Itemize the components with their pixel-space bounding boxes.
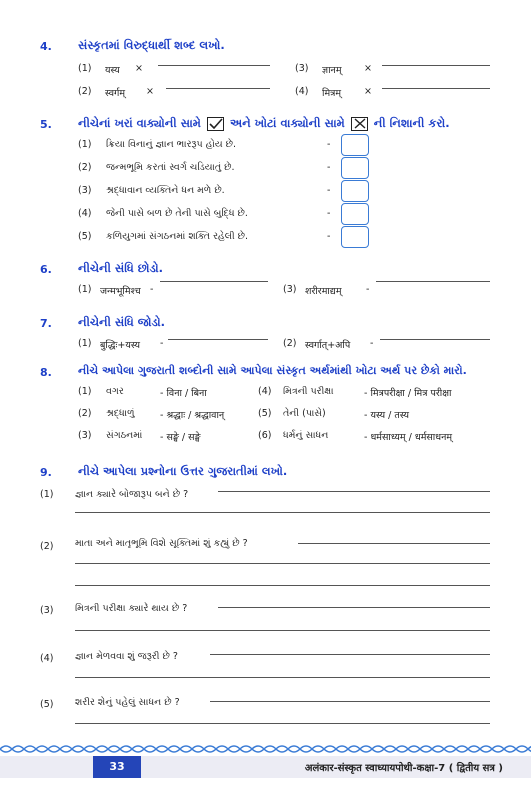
question-text: જ્ઞાન મેળવવા શું જરૂરી છે ? xyxy=(75,651,178,662)
question-title: નીચેની સંધિ છોડો. xyxy=(78,261,164,275)
gujarati-word: તેની (પાસે) xyxy=(283,408,326,419)
title-part: ની નિશાની કરો. xyxy=(373,116,450,130)
dash: - xyxy=(366,284,370,295)
question-text: મિત્રની પરીક્ષા ક્યારે થાય છે ? xyxy=(75,603,188,614)
item-word: जन्मभूमिश्च xyxy=(100,286,141,297)
answer-line[interactable] xyxy=(382,88,490,89)
wave-border-icon xyxy=(0,742,531,756)
cross-mark: × xyxy=(364,86,372,97)
item-number: (1) xyxy=(78,338,92,349)
item-number: (3) xyxy=(78,185,92,196)
question-title: સંસ્કૃતમાં વિરુદ્ધાર્થી શબ્દ લખો. xyxy=(78,38,225,52)
check-mark-icon xyxy=(207,117,224,131)
dash: - xyxy=(370,338,374,349)
statement-text: કળિયુગમાં સંગઠનમાં શક્તિ રહેલી છે. xyxy=(106,231,249,242)
answer-box[interactable] xyxy=(341,157,369,179)
answer-line[interactable] xyxy=(210,701,490,702)
answer-line[interactable] xyxy=(75,630,490,631)
answer-line[interactable] xyxy=(210,654,490,655)
dash: - xyxy=(327,185,331,196)
page-footer xyxy=(0,742,531,795)
answer-box[interactable] xyxy=(341,134,369,156)
item-word: यस्य xyxy=(105,65,120,76)
item-number: (2) xyxy=(78,86,92,97)
statement-text: જન્મભૂમિ કરતાં સ્વર્ગ ચડિયાતું છે. xyxy=(106,162,235,173)
gujarati-word: સંગઠનમાં xyxy=(106,430,143,441)
cross-mark-icon xyxy=(351,117,368,131)
item-number: (3) xyxy=(40,605,54,616)
question-title: નીચે આપેલા પ્રશ્નોના ઉત્તર ગુજરાતીમાં લખો. xyxy=(78,464,288,478)
dash: - xyxy=(150,284,154,295)
item-number: (5) xyxy=(40,699,54,710)
answer-line[interactable] xyxy=(382,65,490,66)
question-title: નીચેની સંધિ જોડો. xyxy=(78,315,166,329)
sanskrit-options: - यस्य / तस्य xyxy=(364,410,410,421)
dash: - xyxy=(327,162,331,173)
question-number: 9. xyxy=(40,466,52,479)
item-number: (4) xyxy=(78,208,92,219)
item-word: मित्रम् xyxy=(322,88,342,99)
item-number: (4) xyxy=(40,653,54,664)
answer-line[interactable] xyxy=(75,723,490,724)
question-text: જ્ઞાન ક્યારે બોજારૂપ બને છે ? xyxy=(75,489,189,500)
item-number: (4) xyxy=(258,386,272,397)
sanskrit-options: - मित्रपरीक्षा / मित्र परीक्षा xyxy=(364,388,452,399)
sanskrit-options: - धर्मसाध्यम् / धर्मसाधनम् xyxy=(364,432,453,443)
sanskrit-options: - सङ्घे / सङ्घे xyxy=(160,432,201,443)
answer-line[interactable] xyxy=(75,585,490,586)
cross-mark: × xyxy=(135,63,143,74)
item-number: (1) xyxy=(78,386,92,397)
question-title xyxy=(78,116,450,131)
answer-box[interactable] xyxy=(341,203,369,225)
item-number: (6) xyxy=(258,430,272,441)
answer-line[interactable] xyxy=(160,281,268,282)
sanskrit-options: - विना / बिना xyxy=(160,388,207,399)
question-text: માતા અને માતૃભૂમિ વિશે સૂક્તિમાં શું કહ્યું છે ? xyxy=(75,538,248,549)
item-number: (2) xyxy=(78,162,92,173)
item-number: (4) xyxy=(295,86,309,97)
item-word: स्वर्गात्+अपि xyxy=(305,340,351,351)
item-number: (2) xyxy=(40,541,54,552)
answer-line[interactable] xyxy=(158,65,270,66)
question-text: શરીર શેનું પહેલું સાધન છે ? xyxy=(75,697,180,708)
answer-line[interactable] xyxy=(218,491,490,492)
answer-line[interactable] xyxy=(75,563,490,564)
dash: - xyxy=(327,231,331,242)
page-number: 33 xyxy=(93,756,141,778)
cross-mark: × xyxy=(146,86,154,97)
dash: - xyxy=(160,338,164,349)
title-part: અને ખોટાં વાક્યોની સામે xyxy=(229,116,345,130)
sanskrit-options: - श्रद्धाः / श्रद्धावान् xyxy=(160,410,225,421)
item-number: (5) xyxy=(78,231,92,242)
item-number: (3) xyxy=(283,284,297,295)
dash: - xyxy=(327,208,331,219)
item-number: (1) xyxy=(78,284,92,295)
question-number: 8. xyxy=(40,366,52,379)
question-number: 4. xyxy=(40,40,52,53)
item-number: (2) xyxy=(78,408,92,419)
answer-line[interactable] xyxy=(75,677,490,678)
dash: - xyxy=(327,139,331,150)
answer-line[interactable] xyxy=(166,88,270,89)
question-title: નીચે આપેલા ગુજરાતી શબ્દોની સામે આપેલા સંસ્કૃત અર્થમાંથી ખોટા અર્થ પર છેકો મારો. xyxy=(78,364,467,377)
item-word: बुद्धिः+यस्य xyxy=(100,340,141,351)
item-number: (3) xyxy=(295,63,309,74)
answer-line[interactable] xyxy=(168,339,268,340)
item-word: ज्ञानम् xyxy=(322,65,342,76)
item-number: (3) xyxy=(78,430,92,441)
statement-text: જેની પાસે બળ છે તેની પાસે બુદ્ધિ છે. xyxy=(106,208,248,219)
item-word: स्वर्गम् xyxy=(105,88,126,99)
answer-line[interactable] xyxy=(380,339,490,340)
item-number: (5) xyxy=(258,408,272,419)
gujarati-word: વગર xyxy=(106,386,124,397)
answer-box[interactable] xyxy=(341,226,369,248)
item-number: (2) xyxy=(283,338,297,349)
title-part: નીચેનાં ખરાં વાક્યોની સામે xyxy=(78,116,201,130)
statement-text: શ્રદ્ધાવાન વ્યક્તિને ધન મળે છે. xyxy=(106,185,225,196)
answer-box[interactable] xyxy=(341,180,369,202)
answer-line[interactable] xyxy=(376,281,490,282)
answer-line[interactable] xyxy=(75,512,490,513)
item-number: (1) xyxy=(78,139,92,150)
gujarati-word: ધર્મનું સાધન xyxy=(283,430,329,441)
item-word: शरीरमाद्यम् xyxy=(305,286,342,297)
item-number: (1) xyxy=(40,489,54,500)
answer-line[interactable] xyxy=(218,607,490,608)
footer-title: अलंकार-संस्कृत स्वाध्यायपोथी-कक्षा-7 ( द्वितीय सत्र ) xyxy=(304,763,503,774)
cross-mark: × xyxy=(364,63,372,74)
gujarati-word: શ્રદ્ધાળું xyxy=(106,408,135,419)
statement-text: ક્રિયા વિનાનું જ્ઞાન ભારરૂપ હોય છે. xyxy=(106,139,237,150)
question-number: 5. xyxy=(40,118,52,131)
gujarati-word: મિત્રની પરીક્ષા xyxy=(283,386,334,397)
item-number: (1) xyxy=(78,63,92,74)
question-number: 6. xyxy=(40,263,52,276)
answer-line[interactable] xyxy=(298,543,490,544)
question-number: 7. xyxy=(40,317,52,330)
